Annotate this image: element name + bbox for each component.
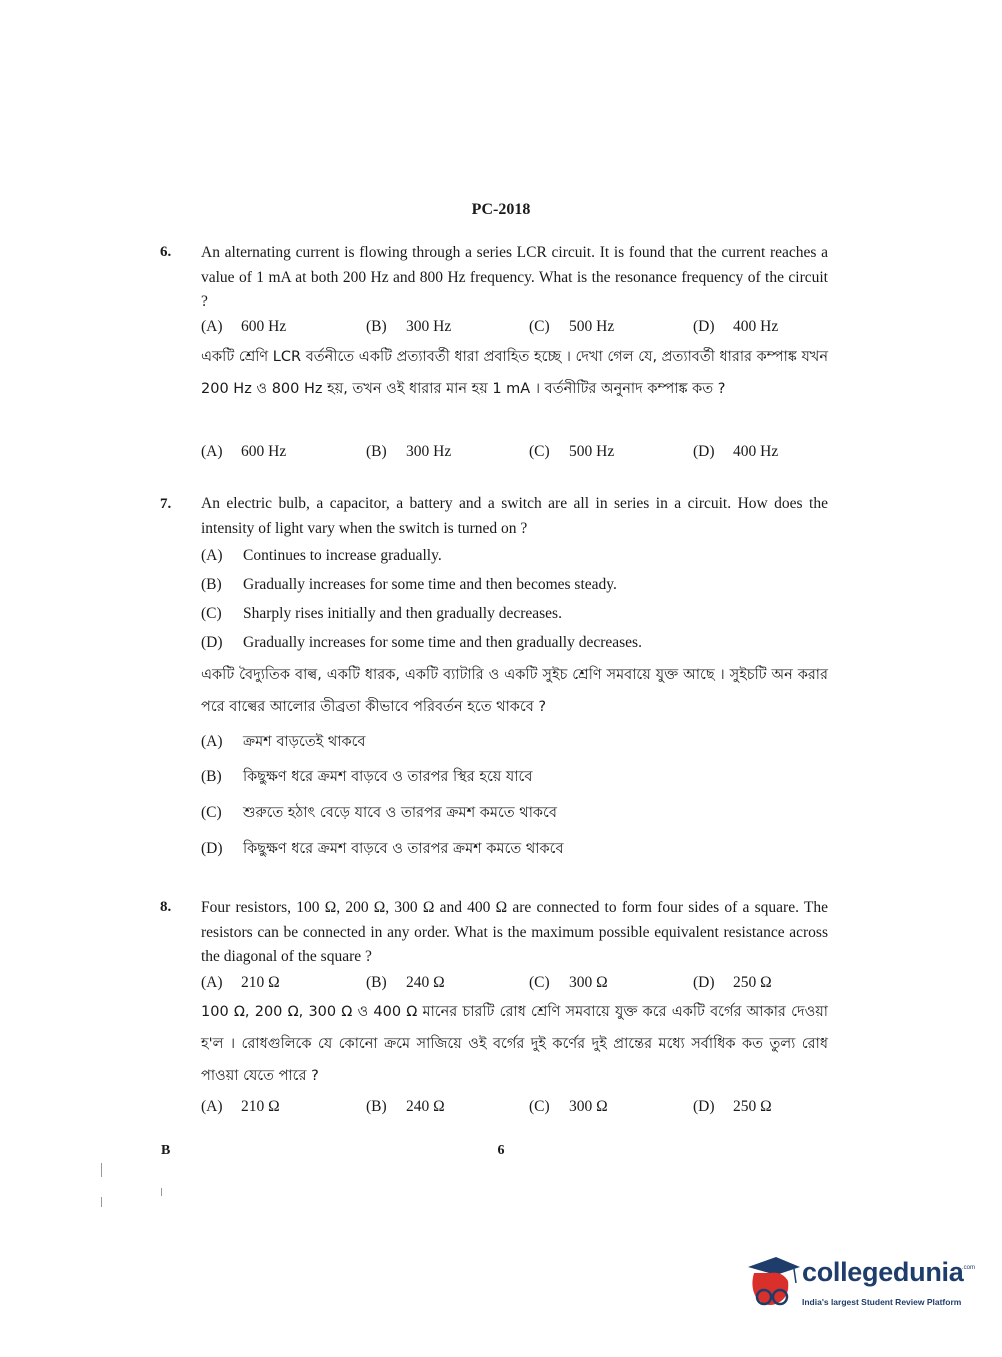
options-en — [201, 318, 831, 342]
option-d: (D) 400 Hz — [693, 443, 779, 460]
option-c: (C) শুরুতে হঠাৎ বেড়ে যাবে ও তারপর ক্রমশ কমতে থাকবে — [201, 804, 557, 821]
footer-page-number: 6 — [497, 1143, 505, 1158]
option-c: (C) 500 Hz — [529, 318, 615, 335]
option-a: (A) 210 Ω — [201, 974, 280, 991]
question-text-bn: একটি শ্রেণি LCR বর্তনীতে একটি প্রত্যাবর্তী ধারা প্রবাহিত হচ্ছে । দেখা গেল যে, প্রত্যাবর্তী ধারার কম্পাঙ্ক যখন 200 Hz ও 800 Hz হয়, তখন ওই ধারার মান হয় 1 mA । বর্তনীটির অনুনাদ কম্পাঙ্ক কত ? — [201, 349, 828, 397]
scan-mark — [161, 1188, 162, 1196]
option-a: (A) 600 Hz — [201, 443, 287, 460]
option-b: (B) 300 Hz — [366, 318, 452, 335]
option-b: (B) 240 Ω — [366, 1098, 445, 1115]
option-c: (C) 300 Ω — [529, 1098, 608, 1115]
option-c: (C) Sharply rises initially and then gradually decreases. — [201, 605, 562, 622]
brand-name: collegedunia — [802, 1257, 964, 1287]
option-a: (A) ক্রমশ বাড়তেই থাকবে — [201, 733, 366, 750]
option-d: (D) কিছুক্ষণ ধরে ক্রমশ বাড়বে ও তারপর ক্রমশ কমতে থাকবে — [201, 840, 564, 857]
option-c: (C) 500 Hz — [529, 443, 615, 460]
question-text-bn: 100 Ω, 200 Ω, 300 Ω ও 400 Ω মানের চারটি রোধ শ্রেণি সমবায়ে যুক্ত করে একটি বর্গের আকার দেওয়া হ'ল । রোধগুলিকে যে কোনো ক্রমে সাজিয়ে ওই বর্গের দুই কর্ণের দুই প্রান্তের মধ্যে সর্বাধিক কত তুল্য রোধ পাওয়া যেতে পারে ? — [201, 1004, 828, 1084]
question-number: 8. — [160, 899, 172, 915]
mascot-logo-icon — [742, 1251, 804, 1313]
option-c: (C) 300 Ω — [529, 974, 608, 991]
question-text-en: An alternating current is flowing through a series LCR circuit. It is found that the current reaches a value of 1 mA at both 200 Hz and 800 Hz frequency. What is the resonance frequency of the circuit ? — [201, 244, 828, 310]
options-bn — [201, 443, 831, 467]
question-text-bn: একটি বৈদ্যুতিক বাল্ব, একটি ধারক, একটি ব্যাটারি ও একটি সুইচ শ্রেণি সমবায়ে যুক্ত আছে । সুইচটি অন করার পরে বাল্বের আলোর তীব্রতা কীভাবে পরিবর্তন হতে থাকবে ? — [201, 667, 828, 715]
option-b: (B) কিছুক্ষণ ধরে ক্রমশ বাড়বে ও তারপর স্থির হয়ে যাবে — [201, 768, 533, 785]
option-b: (B) 300 Hz — [366, 443, 452, 460]
option-b: (B) 240 Ω — [366, 974, 445, 991]
option-a: (A) 600 Hz — [201, 318, 287, 335]
scan-mark — [101, 1163, 102, 1177]
options-bn — [201, 1098, 831, 1122]
option-a: (A) 210 Ω — [201, 1098, 280, 1115]
scan-mark — [101, 1197, 102, 1207]
option-d: (D) 250 Ω — [693, 1098, 772, 1115]
question-text-en: An electric bulb, a capacitor, a battery and a switch are all in series in a circuit. How does the intensity of light vary when the switch is turned on ? — [201, 495, 828, 537]
option-a: (A) Continues to increase gradually. — [201, 547, 442, 564]
brand-domain: .com — [962, 1265, 976, 1271]
question-number: 6. — [160, 244, 172, 260]
option-b: (B) Gradually increases for some time and then becomes steady. — [201, 576, 617, 593]
collegedunia-watermark — [742, 1247, 976, 1319]
footer-set-code: B — [161, 1143, 171, 1158]
question-text-en: Four resistors, 100 Ω, 200 Ω, 300 Ω and 400 Ω are connected to form four sides of a square. The resistors can be connected in any order. What is the maximum possible equivalent resistance across the diagonal of the square ? — [201, 899, 828, 965]
options-en — [201, 974, 831, 998]
brand-tagline: India's largest Student Review Platform — [802, 1297, 962, 1307]
option-d: (D) 250 Ω — [693, 974, 772, 991]
page-header-code: PC-2018 — [471, 201, 531, 218]
option-d: (D) 400 Hz — [693, 318, 779, 335]
option-d: (D) Gradually increases for some time and then gradually decreases. — [201, 634, 642, 651]
question-number: 7. — [160, 496, 172, 512]
